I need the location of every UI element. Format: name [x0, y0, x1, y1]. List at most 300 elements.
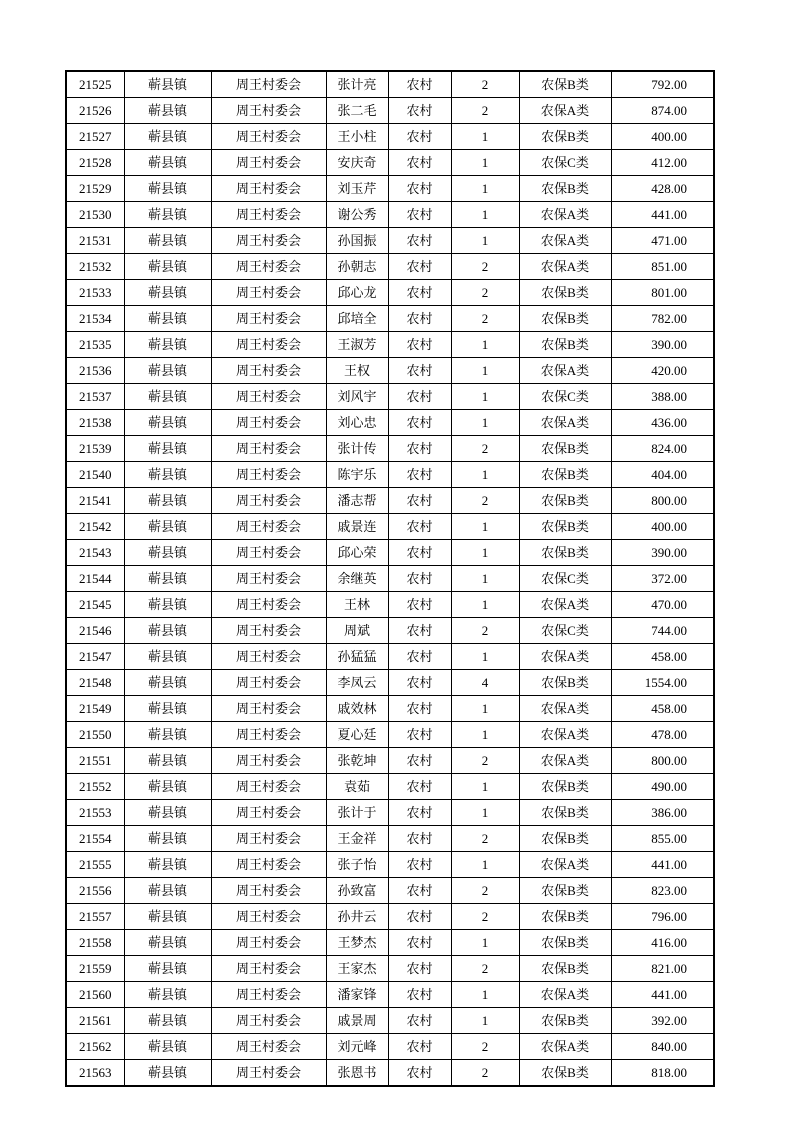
cell-count: 2 — [451, 488, 519, 514]
cell-village: 周王村委会 — [211, 71, 326, 98]
table-row — [66, 98, 714, 124]
cell-type: 农村 — [388, 592, 451, 618]
cell-type: 农村 — [388, 670, 451, 696]
table-row — [66, 956, 714, 982]
cell-count: 2 — [451, 98, 519, 124]
cell-type: 农村 — [388, 306, 451, 332]
cell-town: 蕲县镇 — [124, 748, 211, 774]
cell-name: 孙国振 — [326, 228, 388, 254]
cell-category: 农保B类 — [519, 176, 611, 202]
cell-amount: 400.00 — [611, 514, 714, 540]
cell-type: 农村 — [388, 488, 451, 514]
cell-category: 农保A类 — [519, 98, 611, 124]
cell-id: 21528 — [66, 150, 124, 176]
cell-id: 21555 — [66, 852, 124, 878]
cell-type: 农村 — [388, 228, 451, 254]
table-row — [66, 826, 714, 852]
cell-town: 蕲县镇 — [124, 71, 211, 98]
cell-count: 1 — [451, 1008, 519, 1034]
cell-amount: 392.00 — [611, 1008, 714, 1034]
cell-id: 21552 — [66, 774, 124, 800]
cell-category: 农保B类 — [519, 488, 611, 514]
cell-amount: 744.00 — [611, 618, 714, 644]
cell-type: 农村 — [388, 904, 451, 930]
cell-category: 农保B类 — [519, 514, 611, 540]
cell-id: 21548 — [66, 670, 124, 696]
cell-village: 周王村委会 — [211, 592, 326, 618]
cell-amount: 855.00 — [611, 826, 714, 852]
cell-village: 周王村委会 — [211, 1034, 326, 1060]
cell-type: 农村 — [388, 930, 451, 956]
cell-village: 周王村委会 — [211, 826, 326, 852]
cell-name: 袁茹 — [326, 774, 388, 800]
cell-count: 1 — [451, 384, 519, 410]
cell-town: 蕲县镇 — [124, 332, 211, 358]
cell-count: 1 — [451, 228, 519, 254]
cell-count: 1 — [451, 332, 519, 358]
cell-town: 蕲县镇 — [124, 254, 211, 280]
cell-type: 农村 — [388, 826, 451, 852]
cell-category: 农保B类 — [519, 826, 611, 852]
cell-count: 1 — [451, 462, 519, 488]
cell-category: 农保B类 — [519, 436, 611, 462]
cell-category: 农保B类 — [519, 904, 611, 930]
cell-category: 农保B类 — [519, 124, 611, 150]
cell-amount: 428.00 — [611, 176, 714, 202]
cell-town: 蕲县镇 — [124, 358, 211, 384]
cell-amount: 1554.00 — [611, 670, 714, 696]
cell-category: 农保B类 — [519, 306, 611, 332]
cell-amount: 416.00 — [611, 930, 714, 956]
cell-count: 1 — [451, 930, 519, 956]
cell-name: 孙猛猛 — [326, 644, 388, 670]
cell-count: 2 — [451, 306, 519, 332]
cell-amount: 458.00 — [611, 644, 714, 670]
cell-id: 21562 — [66, 1034, 124, 1060]
cell-id: 21551 — [66, 748, 124, 774]
cell-amount: 792.00 — [611, 71, 714, 98]
cell-town: 蕲县镇 — [124, 904, 211, 930]
cell-name: 王权 — [326, 358, 388, 384]
table-row — [66, 280, 714, 306]
cell-type: 农村 — [388, 748, 451, 774]
table-row — [66, 332, 714, 358]
cell-count: 2 — [451, 1060, 519, 1087]
cell-village: 周王村委会 — [211, 800, 326, 826]
cell-id: 21544 — [66, 566, 124, 592]
cell-count: 2 — [451, 618, 519, 644]
cell-category: 农保B类 — [519, 1060, 611, 1087]
cell-id: 21553 — [66, 800, 124, 826]
cell-name: 刘元峰 — [326, 1034, 388, 1060]
cell-name: 李凤云 — [326, 670, 388, 696]
cell-id: 21561 — [66, 1008, 124, 1034]
cell-town: 蕲县镇 — [124, 124, 211, 150]
cell-town: 蕲县镇 — [124, 566, 211, 592]
cell-id: 21534 — [66, 306, 124, 332]
cell-type: 农村 — [388, 254, 451, 280]
table-row — [66, 488, 714, 514]
cell-town: 蕲县镇 — [124, 1034, 211, 1060]
cell-town: 蕲县镇 — [124, 150, 211, 176]
cell-count: 1 — [451, 202, 519, 228]
cell-type: 农村 — [388, 644, 451, 670]
cell-amount: 796.00 — [611, 904, 714, 930]
cell-village: 周王村委会 — [211, 358, 326, 384]
cell-count: 1 — [451, 774, 519, 800]
cell-town: 蕲县镇 — [124, 410, 211, 436]
cell-id: 21533 — [66, 280, 124, 306]
cell-town: 蕲县镇 — [124, 670, 211, 696]
cell-category: 农保B类 — [519, 956, 611, 982]
cell-type: 农村 — [388, 696, 451, 722]
cell-count: 2 — [451, 878, 519, 904]
cell-id: 21540 — [66, 462, 124, 488]
cell-town: 蕲县镇 — [124, 280, 211, 306]
cell-town: 蕲县镇 — [124, 982, 211, 1008]
cell-id: 21554 — [66, 826, 124, 852]
cell-name: 张二毛 — [326, 98, 388, 124]
cell-town: 蕲县镇 — [124, 592, 211, 618]
cell-count: 1 — [451, 540, 519, 566]
cell-amount: 470.00 — [611, 592, 714, 618]
cell-village: 周王村委会 — [211, 436, 326, 462]
cell-village: 周王村委会 — [211, 332, 326, 358]
cell-town: 蕲县镇 — [124, 774, 211, 800]
cell-name: 邱培全 — [326, 306, 388, 332]
cell-type: 农村 — [388, 956, 451, 982]
cell-village: 周王村委会 — [211, 202, 326, 228]
cell-id: 21563 — [66, 1060, 124, 1087]
cell-amount: 818.00 — [611, 1060, 714, 1087]
cell-name: 戚效林 — [326, 696, 388, 722]
cell-town: 蕲县镇 — [124, 384, 211, 410]
cell-village: 周王村委会 — [211, 254, 326, 280]
cell-id: 21542 — [66, 514, 124, 540]
cell-town: 蕲县镇 — [124, 826, 211, 852]
cell-village: 周王村委会 — [211, 514, 326, 540]
table-row — [66, 1008, 714, 1034]
cell-count: 2 — [451, 436, 519, 462]
cell-name: 张子怡 — [326, 852, 388, 878]
cell-type: 农村 — [388, 1008, 451, 1034]
cell-category: 农保A类 — [519, 254, 611, 280]
table-row — [66, 306, 714, 332]
cell-name: 陈宇乐 — [326, 462, 388, 488]
table-row — [66, 566, 714, 592]
cell-category: 农保A类 — [519, 982, 611, 1008]
cell-amount: 386.00 — [611, 800, 714, 826]
cell-count: 1 — [451, 592, 519, 618]
table-row — [66, 176, 714, 202]
table-row — [66, 748, 714, 774]
cell-village: 周王村委会 — [211, 878, 326, 904]
cell-id: 21526 — [66, 98, 124, 124]
table-row — [66, 696, 714, 722]
cell-category: 农保A类 — [519, 202, 611, 228]
cell-type: 农村 — [388, 280, 451, 306]
table-row — [66, 150, 714, 176]
cell-name: 安庆奇 — [326, 150, 388, 176]
cell-category: 农保B类 — [519, 71, 611, 98]
cell-amount: 782.00 — [611, 306, 714, 332]
table-row — [66, 358, 714, 384]
cell-type: 农村 — [388, 410, 451, 436]
cell-count: 2 — [451, 826, 519, 852]
cell-village: 周王村委会 — [211, 930, 326, 956]
cell-amount: 388.00 — [611, 384, 714, 410]
cell-town: 蕲县镇 — [124, 202, 211, 228]
cell-amount: 478.00 — [611, 722, 714, 748]
table-row — [66, 71, 714, 98]
cell-count: 1 — [451, 644, 519, 670]
cell-count: 2 — [451, 904, 519, 930]
cell-id: 21525 — [66, 71, 124, 98]
table-row — [66, 852, 714, 878]
cell-town: 蕲县镇 — [124, 462, 211, 488]
cell-town: 蕲县镇 — [124, 800, 211, 826]
cell-amount: 458.00 — [611, 696, 714, 722]
cell-name: 张计亮 — [326, 71, 388, 98]
cell-id: 21556 — [66, 878, 124, 904]
cell-type: 农村 — [388, 618, 451, 644]
cell-name: 王小柱 — [326, 124, 388, 150]
cell-name: 夏心廷 — [326, 722, 388, 748]
cell-count: 1 — [451, 410, 519, 436]
cell-category: 农保B类 — [519, 462, 611, 488]
cell-village: 周王村委会 — [211, 644, 326, 670]
cell-category: 农保B类 — [519, 774, 611, 800]
cell-village: 周王村委会 — [211, 384, 326, 410]
table-row — [66, 982, 714, 1008]
cell-id: 21557 — [66, 904, 124, 930]
cell-name: 邱心龙 — [326, 280, 388, 306]
cell-type: 农村 — [388, 1034, 451, 1060]
cell-id: 21527 — [66, 124, 124, 150]
cell-amount: 823.00 — [611, 878, 714, 904]
cell-name: 王林 — [326, 592, 388, 618]
cell-id: 21529 — [66, 176, 124, 202]
cell-type: 农村 — [388, 358, 451, 384]
cell-count: 2 — [451, 280, 519, 306]
table-row — [66, 1060, 714, 1087]
cell-town: 蕲县镇 — [124, 488, 211, 514]
cell-town: 蕲县镇 — [124, 956, 211, 982]
table-row — [66, 462, 714, 488]
cell-village: 周王村委会 — [211, 150, 326, 176]
cell-category: 农保C类 — [519, 566, 611, 592]
cell-type: 农村 — [388, 722, 451, 748]
cell-amount: 441.00 — [611, 982, 714, 1008]
cell-amount: 490.00 — [611, 774, 714, 800]
cell-count: 2 — [451, 254, 519, 280]
cell-amount: 840.00 — [611, 1034, 714, 1060]
table-row — [66, 1034, 714, 1060]
cell-village: 周王村委会 — [211, 228, 326, 254]
cell-count: 1 — [451, 800, 519, 826]
cell-category: 农保B类 — [519, 332, 611, 358]
cell-amount: 372.00 — [611, 566, 714, 592]
cell-id: 21546 — [66, 618, 124, 644]
cell-type: 农村 — [388, 71, 451, 98]
cell-category: 农保A类 — [519, 748, 611, 774]
cell-id: 21550 — [66, 722, 124, 748]
cell-id: 21543 — [66, 540, 124, 566]
table-row — [66, 410, 714, 436]
cell-id: 21547 — [66, 644, 124, 670]
cell-type: 农村 — [388, 852, 451, 878]
cell-category: 农保A类 — [519, 696, 611, 722]
cell-village: 周王村委会 — [211, 280, 326, 306]
cell-name: 孙井云 — [326, 904, 388, 930]
cell-town: 蕲县镇 — [124, 644, 211, 670]
cell-village: 周王村委会 — [211, 1060, 326, 1087]
cell-village: 周王村委会 — [211, 176, 326, 202]
cell-type: 农村 — [388, 514, 451, 540]
table-row — [66, 514, 714, 540]
cell-count: 1 — [451, 124, 519, 150]
cell-village: 周王村委会 — [211, 696, 326, 722]
cell-name: 周斌 — [326, 618, 388, 644]
cell-category: 农保B类 — [519, 280, 611, 306]
cell-name: 戚景周 — [326, 1008, 388, 1034]
cell-type: 农村 — [388, 982, 451, 1008]
cell-town: 蕲县镇 — [124, 852, 211, 878]
cell-category: 农保A类 — [519, 358, 611, 384]
cell-village: 周王村委会 — [211, 540, 326, 566]
cell-type: 农村 — [388, 878, 451, 904]
cell-amount: 404.00 — [611, 462, 714, 488]
cell-town: 蕲县镇 — [124, 930, 211, 956]
table-row — [66, 384, 714, 410]
cell-town: 蕲县镇 — [124, 722, 211, 748]
cell-amount: 390.00 — [611, 540, 714, 566]
cell-name: 刘玉芹 — [326, 176, 388, 202]
cell-type: 农村 — [388, 150, 451, 176]
cell-town: 蕲县镇 — [124, 618, 211, 644]
cell-village: 周王村委会 — [211, 904, 326, 930]
table-row — [66, 202, 714, 228]
cell-name: 戚景连 — [326, 514, 388, 540]
cell-id: 21559 — [66, 956, 124, 982]
table-row — [66, 904, 714, 930]
cell-village: 周王村委会 — [211, 852, 326, 878]
cell-amount: 412.00 — [611, 150, 714, 176]
cell-name: 潘志帮 — [326, 488, 388, 514]
cell-category: 农保A类 — [519, 1034, 611, 1060]
table-row — [66, 722, 714, 748]
table-row — [66, 254, 714, 280]
cell-name: 王家杰 — [326, 956, 388, 982]
cell-name: 孙朝志 — [326, 254, 388, 280]
cell-village: 周王村委会 — [211, 956, 326, 982]
cell-amount: 400.00 — [611, 124, 714, 150]
cell-category: 农保A类 — [519, 644, 611, 670]
cell-type: 农村 — [388, 176, 451, 202]
cell-name: 潘家锋 — [326, 982, 388, 1008]
cell-id: 21535 — [66, 332, 124, 358]
cell-category: 农保A类 — [519, 722, 611, 748]
cell-id: 21538 — [66, 410, 124, 436]
cell-village: 周王村委会 — [211, 566, 326, 592]
cell-amount: 824.00 — [611, 436, 714, 462]
cell-id: 21537 — [66, 384, 124, 410]
cell-name: 刘心忠 — [326, 410, 388, 436]
cell-town: 蕲县镇 — [124, 696, 211, 722]
cell-id: 21536 — [66, 358, 124, 384]
cell-amount: 441.00 — [611, 852, 714, 878]
cell-village: 周王村委会 — [211, 670, 326, 696]
cell-town: 蕲县镇 — [124, 436, 211, 462]
cell-count: 1 — [451, 176, 519, 202]
cell-id: 21558 — [66, 930, 124, 956]
cell-count: 1 — [451, 696, 519, 722]
cell-count: 4 — [451, 670, 519, 696]
cell-count: 2 — [451, 748, 519, 774]
cell-town: 蕲县镇 — [124, 540, 211, 566]
cell-town: 蕲县镇 — [124, 1060, 211, 1087]
cell-id: 21541 — [66, 488, 124, 514]
table-row — [66, 592, 714, 618]
table-row — [66, 800, 714, 826]
cell-amount: 441.00 — [611, 202, 714, 228]
benefit-payment-table — [65, 70, 715, 1087]
table-row — [66, 124, 714, 150]
cell-amount: 390.00 — [611, 332, 714, 358]
cell-amount: 874.00 — [611, 98, 714, 124]
cell-amount: 471.00 — [611, 228, 714, 254]
cell-town: 蕲县镇 — [124, 514, 211, 540]
cell-village: 周王村委会 — [211, 722, 326, 748]
cell-category: 农保A类 — [519, 410, 611, 436]
table-row — [66, 540, 714, 566]
cell-name: 余继英 — [326, 566, 388, 592]
cell-town: 蕲县镇 — [124, 878, 211, 904]
cell-village: 周王村委会 — [211, 410, 326, 436]
cell-type: 农村 — [388, 332, 451, 358]
cell-type: 农村 — [388, 202, 451, 228]
cell-category: 农保A类 — [519, 228, 611, 254]
cell-id: 21539 — [66, 436, 124, 462]
table-row — [66, 618, 714, 644]
cell-village: 周王村委会 — [211, 748, 326, 774]
cell-town: 蕲县镇 — [124, 98, 211, 124]
cell-amount: 420.00 — [611, 358, 714, 384]
cell-count: 1 — [451, 566, 519, 592]
cell-count: 2 — [451, 956, 519, 982]
table-row — [66, 644, 714, 670]
cell-name: 孙致富 — [326, 878, 388, 904]
cell-name: 谢公秀 — [326, 202, 388, 228]
cell-name: 刘风宇 — [326, 384, 388, 410]
cell-type: 农村 — [388, 462, 451, 488]
cell-category: 农保C类 — [519, 150, 611, 176]
table-body — [66, 71, 714, 1086]
cell-id: 21560 — [66, 982, 124, 1008]
cell-village: 周王村委会 — [211, 982, 326, 1008]
cell-village: 周王村委会 — [211, 98, 326, 124]
cell-village: 周王村委会 — [211, 306, 326, 332]
cell-count: 1 — [451, 514, 519, 540]
table-row — [66, 930, 714, 956]
cell-amount: 801.00 — [611, 280, 714, 306]
cell-id: 21532 — [66, 254, 124, 280]
table-row — [66, 228, 714, 254]
cell-village: 周王村委会 — [211, 1008, 326, 1034]
cell-name: 王淑芳 — [326, 332, 388, 358]
cell-town: 蕲县镇 — [124, 176, 211, 202]
cell-name: 邱心荣 — [326, 540, 388, 566]
